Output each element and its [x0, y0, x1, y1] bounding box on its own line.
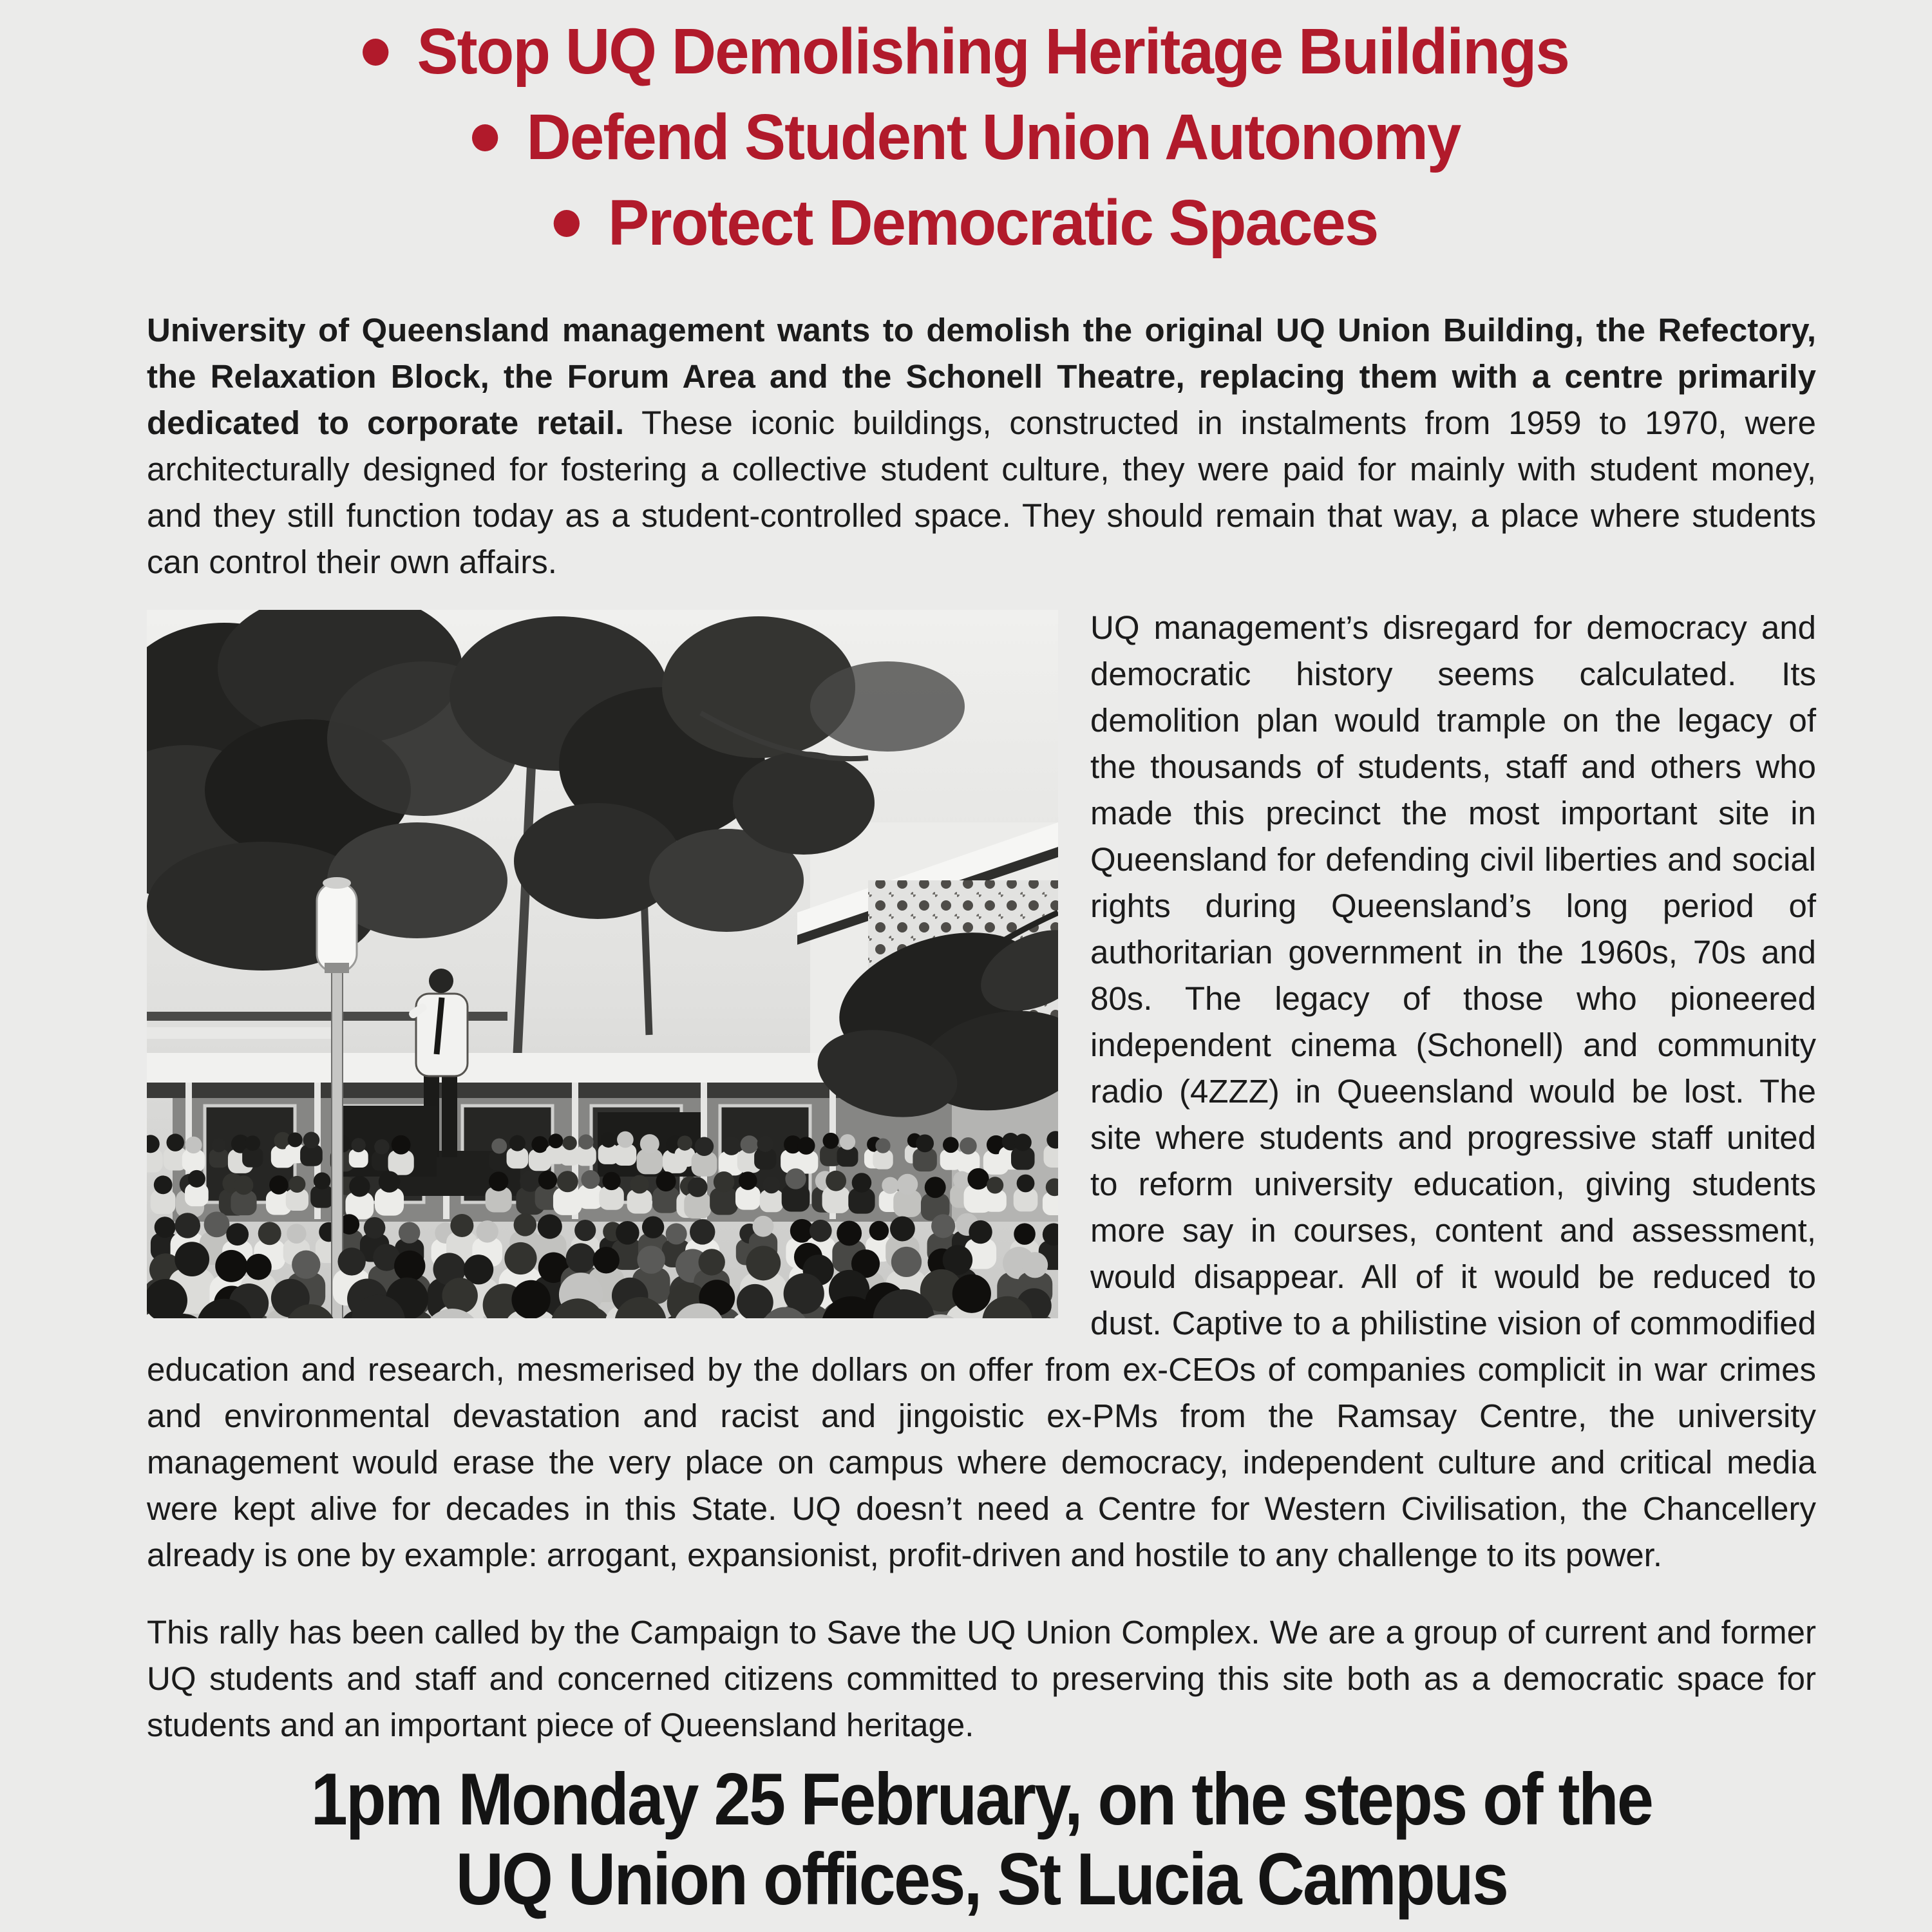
headline-defend-autonomy	[472, 95, 1460, 180]
rally-paragraph: This rally has been called by the Campaign to Save the UQ Union Complex. We are a group of current and former UQ students and staff and concerned citizens committed to preserving this site both as a democratic space for students and an important piece of Queensland heritage.	[147, 1614, 1816, 1743]
rally-photo	[147, 610, 1058, 1318]
event-details-line2: UQ Union offices, St Lucia Campus	[455, 1839, 1508, 1920]
headline-text: Protect Democratic Spaces	[608, 187, 1378, 259]
poster-body	[0, 307, 1932, 1920]
bullet-icon	[363, 39, 389, 66]
intro-paragraph	[147, 307, 1816, 585]
event-details	[147, 1760, 1816, 1920]
event-details-line1: 1pm Monday 25 February, on the steps of the	[310, 1759, 1653, 1841]
headline-text: Stop UQ Demolishing Heritage Buildings	[417, 15, 1569, 88]
headline-protect-spaces	[554, 180, 1378, 266]
headline-list	[0, 0, 1932, 266]
photo-and-text-flow	[147, 605, 1816, 1578]
headline-stop-demolishing	[363, 9, 1569, 95]
bullet-icon	[554, 210, 580, 237]
rally-photo-illustration	[147, 610, 1058, 1318]
headline-text: Defend Student Union Autonomy	[526, 101, 1461, 173]
intro-regular-text: These iconic buildings, constructed in instalments from 1959 to 1970, were architecturally designed for fostering a collective student culture, they were paid for mainly with student money, and they still function today as a student-controlled space. They should remain that way, a place where students can control their own affairs.	[147, 404, 1816, 580]
bullet-icon	[472, 124, 498, 151]
main-paragraph: UQ management’s disregard for democracy and democratic history seems calculated. Its demolition plan would trample on the legacy of the thousands of students, staff and others who made this precinct the most important site in Queensland for defending civil liberties and social rights during Queensland’s long period of authoritarian government in the 1960s, 70s and 80s. The legacy of those who pioneered independent cinema (Schonell) and community radio (4ZZZ) in Queensland would be lost. The site where students and progressive staff united to reform university education, giving students more say in courses, content and assessment, would disappear. All of it would be reduced to dust. Captive to a philistine vision of commodified education and research, mesmerised by the dollars on offer from ex-CEOs of companies complicit in war crimes and environmental devastation and racist and jingoistic ex-PMs from the Ramsay Centre, the university management would erase the very place on campus where democracy, independent culture and critical media were kept alive for decades in this State. UQ doesn’t need a Centre for Western Civilisation, the Chancellery already is one by example: arrogant, expansionist, profit-driven and hostile to any challenge to its power.	[147, 609, 1816, 1573]
intro-bold-text: University of Queensland management wants to demolish the original UQ Union Building, the Refectory, the Relaxation Block, the Forum Area and the Schonell Theatre, replacing them with a centre primarily dedicated to corporate retail.	[147, 312, 1816, 441]
